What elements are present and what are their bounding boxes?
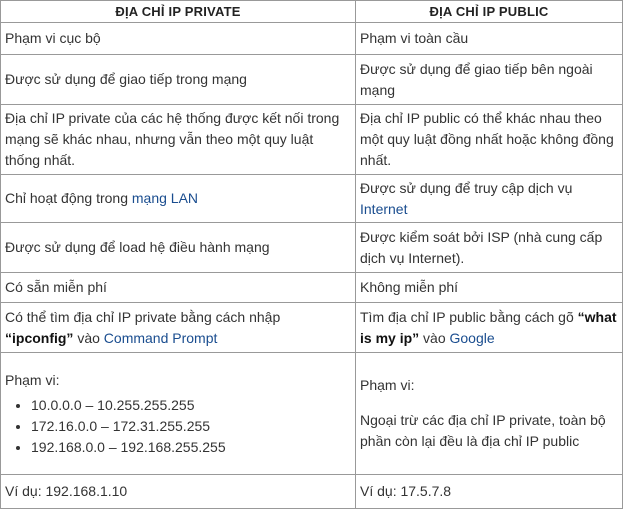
cell-text: vào xyxy=(419,329,450,346)
link-command-prompt[interactable]: Command Prompt xyxy=(103,329,218,346)
table-row xyxy=(1,475,623,509)
table-row xyxy=(1,223,623,273)
query-what-is-my-ip: “what is my ip” xyxy=(360,308,617,346)
link-google[interactable]: Google xyxy=(449,329,495,346)
cell-public: Địa chỉ IP public có thể khác nhau theo một quy luật đồng nhất hoặc không đồng nhất. xyxy=(356,105,623,175)
cell-public xyxy=(356,175,623,223)
command-ipconfig: “ipconfig” xyxy=(5,329,74,346)
table-row xyxy=(1,105,623,175)
list-item: • 172.16.0.0 – 172.31.255.255 xyxy=(31,416,351,437)
list-item: • 10.0.0.0 – 10.255.255.255 xyxy=(31,395,351,416)
range-list xyxy=(5,395,351,458)
table-row xyxy=(1,353,623,475)
cell-text: vào xyxy=(73,329,104,346)
list-item: • 192.168.0.0 – 192.168.255.255 xyxy=(31,437,351,458)
cell-public: Phạm vi toàn cầu xyxy=(356,23,623,55)
cell-public: Không miễn phí xyxy=(356,273,623,303)
header-private: ĐỊA CHỈ IP PRIVATE xyxy=(1,1,356,23)
cell-text: Có thể tìm địa chỉ IP private bằng cách nhập xyxy=(5,308,281,325)
cell-private xyxy=(1,353,356,475)
cell-private: Có sẵn miễn phí xyxy=(1,273,356,303)
table-row xyxy=(1,175,623,223)
range-label: Phạm vi: xyxy=(5,371,60,388)
table-row xyxy=(1,303,623,353)
cell-public: Ví dụ: 17.5.7.8 xyxy=(356,475,623,509)
cell-text: Được sử dụng để truy cập dịch vụ xyxy=(360,179,573,196)
cell-private xyxy=(1,303,356,353)
cell-private xyxy=(1,175,356,223)
cell-public xyxy=(356,303,623,353)
cell-text: Tìm địa chỉ IP public bằng cách gõ xyxy=(360,308,578,325)
header-public: ĐỊA CHỈ IP PUBLIC xyxy=(356,1,623,23)
cell-private: Được sử dụng để giao tiếp trong mạng xyxy=(1,55,356,105)
cell-private: Phạm vi cục bộ xyxy=(1,23,356,55)
spacer xyxy=(360,396,618,410)
header-row xyxy=(1,1,623,23)
range-description: Ngoại trừ các địa chỉ IP private, toàn bộ phần còn lại đều là địa chỉ IP public xyxy=(360,412,606,449)
cell-public xyxy=(356,353,623,475)
cell-text: Chỉ hoạt động trong xyxy=(5,190,132,206)
cell-private: Ví dụ: 192.168.1.10 xyxy=(1,475,356,509)
table-row xyxy=(1,273,623,303)
cell-private: Địa chỉ IP private của các hệ thống được kết nối trong mạng sẽ khác nhau, nhưng vẫn theo một quy luật thống nhất. xyxy=(1,105,356,175)
table-row xyxy=(1,23,623,55)
range-label: Phạm vi: xyxy=(360,377,415,393)
cell-public: Được sử dụng để giao tiếp bên ngoài mạng xyxy=(356,55,623,105)
table-row xyxy=(1,55,623,105)
cell-public: Được kiểm soát bởi ISP (nhà cung cấp dịch vụ Internet). xyxy=(356,223,623,273)
link-internet[interactable]: Internet xyxy=(360,200,408,217)
link-mang-lan[interactable]: mạng LAN xyxy=(131,190,199,206)
cell-private: Được sử dụng để load hệ điều hành mạng xyxy=(1,223,356,273)
